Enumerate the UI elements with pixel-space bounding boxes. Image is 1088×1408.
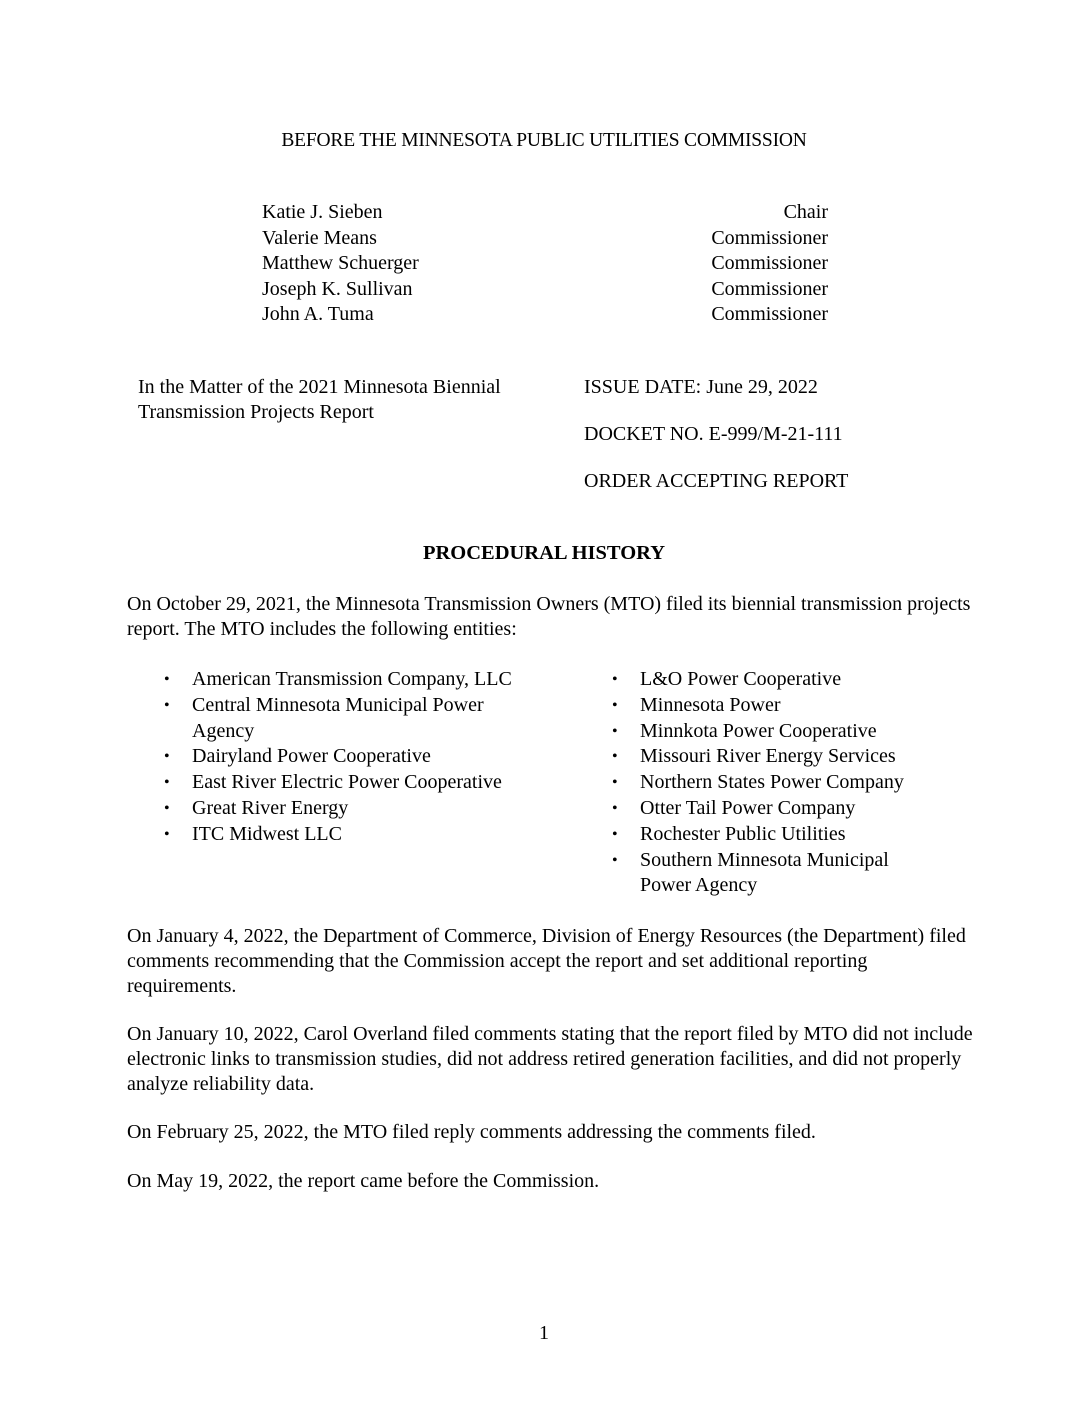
entity-name: Otter Tail Power Company xyxy=(640,796,856,819)
list-item xyxy=(164,693,522,745)
list-item xyxy=(164,770,522,796)
bullet-icon: • xyxy=(612,774,618,792)
paragraph-department-comments: On January 4, 2022, the Department of Commerce, Division of Energy Resources (the Department) filed comments recommending that the Commission accept the report and set additional reporting requirements. xyxy=(127,925,966,997)
bullet-icon: • xyxy=(164,799,170,817)
commissioner-row xyxy=(262,302,828,328)
section-title: PROCEDURAL HISTORY xyxy=(422,542,666,564)
bullet-icon: • xyxy=(164,774,170,792)
entity-name: American Transmission Company, LLC xyxy=(192,668,512,690)
bullet-icon: • xyxy=(612,722,618,740)
commissioner-role: Commissioner xyxy=(711,277,828,300)
list-item xyxy=(164,822,522,848)
entity-name: Missouri River Energy Services xyxy=(640,745,896,768)
list-item xyxy=(164,667,522,693)
bullet-icon: • xyxy=(164,825,170,843)
entity-name: Central Minnesota Municipal Power Agency xyxy=(192,693,484,742)
entity-name: Southern Minnesota Municipal Power Agency xyxy=(640,848,889,897)
bullet-icon: • xyxy=(612,696,618,714)
commissioner-role: Commissioner xyxy=(711,226,828,249)
list-item xyxy=(612,719,940,745)
commissioner-row xyxy=(262,200,828,226)
entity-list-left xyxy=(164,667,522,848)
list-item xyxy=(612,796,940,822)
list-item xyxy=(612,744,940,770)
commissioner-role: Commissioner xyxy=(711,252,828,274)
commissioner-name: Katie J. Sieben xyxy=(262,201,383,223)
entity-name: L&O Power Cooperative xyxy=(640,668,842,690)
commission-heading: BEFORE THE MINNESOTA PUBLIC UTILITIES COMMISSION xyxy=(281,130,807,151)
intro-paragraph: On October 29, 2021, the Minnesota Transmission Owners (MTO) filed its biennial transmission projects report. The MTO includes the following entities: xyxy=(127,593,971,640)
commissioner-name: Valerie Means xyxy=(262,226,377,249)
entity-name: East River Electric Power Cooperative xyxy=(192,771,502,794)
commissioner-role: Commissioner xyxy=(711,303,828,325)
entity-name: Minnesota Power xyxy=(640,693,781,716)
entity-name: Great River Energy xyxy=(192,796,349,819)
commissioner-roster xyxy=(262,200,828,328)
matter-caption: In the Matter of the 2021 Minnesota Biennial Transmission Projects Report xyxy=(138,376,501,423)
bullet-icon: • xyxy=(612,825,618,843)
entity-name: Minnkota Power Cooperative xyxy=(640,719,877,742)
commissioner-row xyxy=(262,277,828,303)
commissioner-name: Joseph K. Sullivan xyxy=(262,277,413,300)
list-item xyxy=(164,796,522,822)
list-item xyxy=(612,693,940,719)
order-title: ORDER ACCEPTING REPORT xyxy=(584,470,849,492)
commissioner-row xyxy=(262,251,828,277)
list-item xyxy=(612,848,940,900)
bullet-icon: • xyxy=(612,748,618,766)
commissioner-row xyxy=(262,226,828,252)
bullet-icon: • xyxy=(612,671,618,688)
commissioner-name: Matthew Schuerger xyxy=(262,252,419,274)
commissioner-name: John A. Tuma xyxy=(262,303,374,325)
entity-list-right xyxy=(612,667,940,899)
bullet-icon: • xyxy=(164,696,170,714)
bullet-icon: • xyxy=(612,799,618,817)
paragraph-reply-comments: On February 25, 2022, the MTO filed reply comments addressing the comments filed. xyxy=(127,1121,816,1143)
paragraph-overland-comments: On January 10, 2022, Carol Overland filed comments stating that the report filed by MTO did not include electronic links to transmission studies, did not address retired generation facilities, and did not properly analyze reliability data. xyxy=(127,1023,973,1095)
entity-name: ITC Midwest LLC xyxy=(192,822,342,845)
list-item xyxy=(612,667,940,693)
bullet-icon: • xyxy=(612,851,618,869)
entity-name: Rochester Public Utilities xyxy=(640,822,846,845)
paragraph-commission-meeting: On May 19, 2022, the report came before the Commission. xyxy=(127,1170,600,1192)
issue-date: ISSUE DATE: June 29, 2022 xyxy=(584,376,818,398)
caption-details xyxy=(584,375,848,516)
entity-name: Northern States Power Company xyxy=(640,771,904,794)
commissioner-role: Chair xyxy=(783,201,828,223)
entity-name: Dairyland Power Cooperative xyxy=(192,745,431,768)
page-number: 1 xyxy=(539,1322,549,1344)
list-item xyxy=(612,770,940,796)
bullet-icon: • xyxy=(164,671,170,688)
bullet-icon: • xyxy=(164,748,170,766)
docket-number: DOCKET NO. E-999/M-21-111 xyxy=(584,423,843,445)
list-item xyxy=(164,744,522,770)
list-item xyxy=(612,822,940,848)
